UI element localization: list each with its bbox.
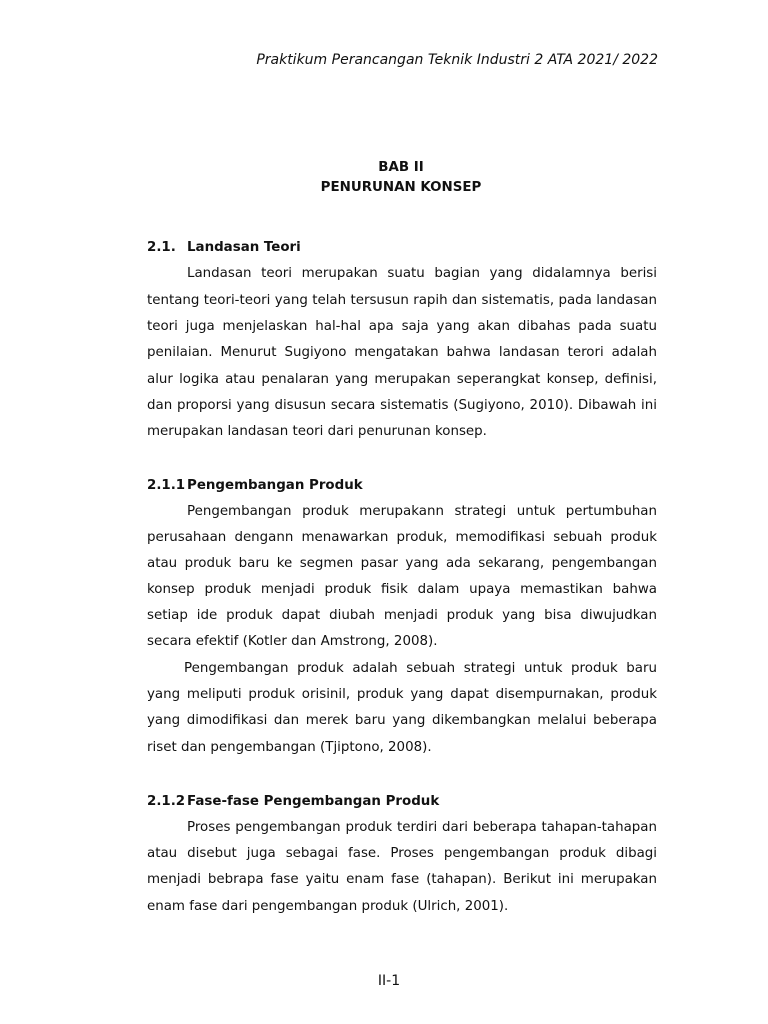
running-header: Praktikum Perancangan Teknik Industri 2 ATA 2021/ 2022 (256, 52, 658, 68)
page-number: II-1 (377, 973, 401, 989)
paragraph-line: enam fase dari pengembangan produk (Ulrich, 2001). (147, 899, 509, 914)
section-title: Pengembangan Produk (187, 478, 363, 493)
paragraph-line: riset dan pengembangan (Tjiptono, 2008). (147, 740, 432, 755)
section-heading-2-1 (147, 240, 301, 255)
section-number: 2.1. (147, 240, 176, 255)
section-number: 2.1.1 (147, 478, 186, 493)
paragraph-line: setiap ide produk dapat diubah menjadi produk yang bisa diwujudkan (147, 608, 657, 623)
section-title: Fase-fase Pengembangan Produk (187, 794, 440, 809)
paragraph-line: penilaian. Menurut Sugiyono mengatakan bahwa landasan terori adalah (147, 345, 657, 360)
paragraph-line: atau disebut juga sebagai fase. Proses pengembangan produk dibagi (147, 846, 657, 861)
paragraph-line: yang meliputi produk orisinil, produk yang dapat disempurnakan, produk (147, 687, 657, 702)
section-title: Landasan Teori (187, 240, 301, 255)
paragraph-line: perusahaan dengann menawarkan produk, memodifikasi sebuah produk (147, 530, 657, 545)
section-heading-2-1-1 (147, 478, 363, 493)
paragraph-line: dan proporsi yang disusun secara sistematis (Sugiyono, 2010). Dibawah ini (147, 398, 657, 413)
section-heading-2-1-2 (147, 794, 439, 809)
paragraph-line: merupakan landasan teori dari penurunan konsep. (147, 424, 487, 439)
paragraph-line: konsep produk menjadi produk fisik dalam upaya memastikan bahwa (147, 582, 657, 597)
paragraph-line: teori juga menjelaskan hal-hal apa saja yang akan dibahas pada suatu (147, 319, 657, 334)
paragraph-line: tentang teori-teori yang telah tersusun rapih dan sistematis, pada landasan (147, 293, 657, 308)
paragraph-line: Pengembangan produk adalah sebuah strategi untuk produk baru (184, 661, 657, 676)
paragraph-line: atau produk baru ke segmen pasar yang ada sekarang, pengembangan (147, 556, 657, 571)
paragraph-line: yang dimodifikasi dan merek baru yang dikembangkan melalui beberapa (147, 713, 657, 728)
section-number: 2.1.2 (147, 794, 186, 809)
chapter-label: BAB II (378, 160, 424, 175)
paragraph-line: Proses pengembangan produk terdiri dari beberapa tahapan-tahapan (187, 820, 657, 835)
paragraph-line: Landasan teori merupakan suatu bagian yang didalamnya berisi (187, 266, 657, 281)
chapter-title: PENURUNAN KONSEP (320, 180, 482, 195)
paragraph-line: Pengembangan produk merupakann strategi untuk pertumbuhan (187, 504, 657, 519)
paragraph-line: alur logika atau penalaran yang merupakan seperangkat konsep, definisi, (147, 372, 657, 387)
paragraph-line: secara efektif (Kotler dan Amstrong, 2008). (147, 634, 438, 649)
paragraph-line: menjadi bebrapa fase yaitu enam fase (tahapan). Berikut ini merupakan (147, 872, 657, 887)
